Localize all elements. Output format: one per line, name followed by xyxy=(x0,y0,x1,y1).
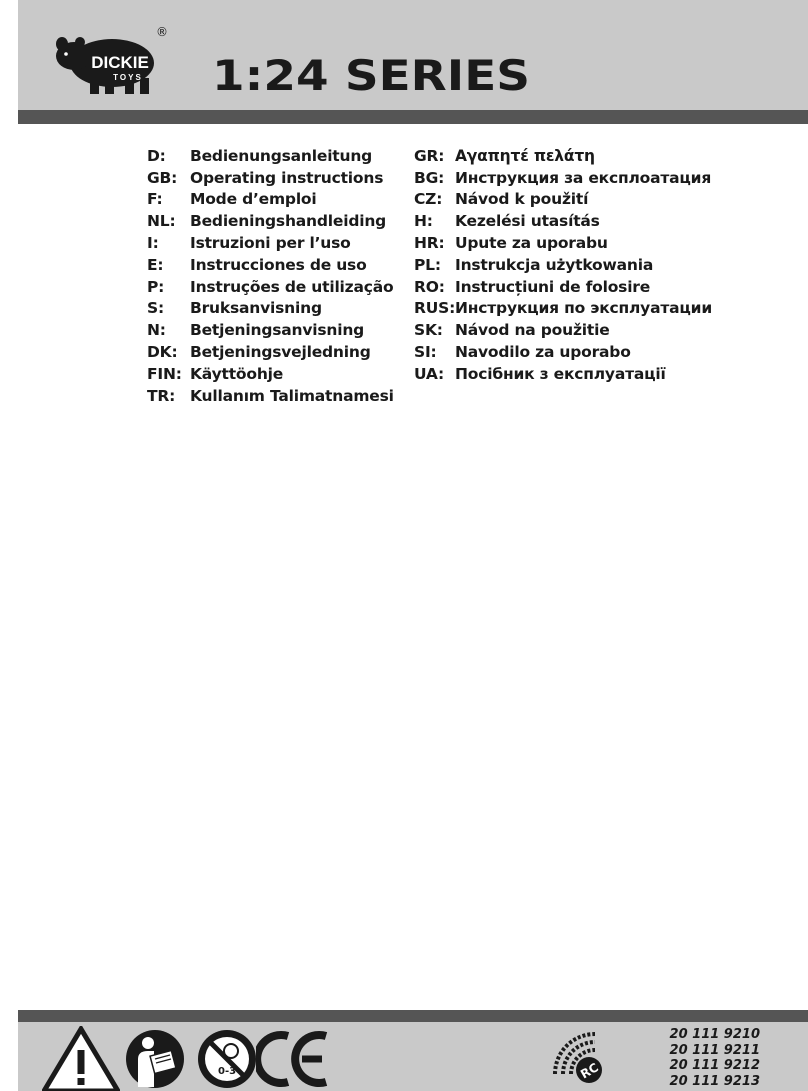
rc-icon xyxy=(545,1024,607,1086)
language-row xyxy=(414,167,712,189)
language-code: RUS: xyxy=(414,299,456,318)
series-title xyxy=(212,52,542,97)
logo-brand-sub: TOYS xyxy=(113,73,143,82)
age-warning-icon xyxy=(196,1027,258,1091)
language-code: DK: xyxy=(147,343,178,362)
language-label: Bedienungsanleitung xyxy=(190,146,373,165)
language-row xyxy=(147,232,394,254)
item-number: 20 111 9213 xyxy=(669,1073,760,1089)
language-code: I: xyxy=(147,234,159,253)
language-code: UA: xyxy=(414,364,444,383)
language-row xyxy=(147,298,394,320)
language-code: BG: xyxy=(414,168,445,187)
language-row xyxy=(414,298,712,320)
language-code: P: xyxy=(147,277,165,296)
item-number: 20 111 9210 xyxy=(669,1027,760,1042)
item-numbers xyxy=(640,1027,760,1089)
language-row xyxy=(414,363,712,385)
language-code: GB: xyxy=(147,168,178,187)
language-label: Navodilo za uporabo xyxy=(455,343,631,362)
language-label: Mode d’emploi xyxy=(190,190,317,209)
language-label: Bedieningshandleiding xyxy=(190,212,387,231)
language-row xyxy=(414,232,712,254)
language-label: Upute za uporabu xyxy=(455,234,608,253)
language-label: Návod na použitie xyxy=(455,321,610,340)
language-code: S: xyxy=(147,299,164,318)
language-list-right xyxy=(414,145,712,385)
language-row xyxy=(147,341,394,363)
logo-brand-name: DICKIE xyxy=(91,53,149,72)
language-label: Instrukcja użytkowania xyxy=(455,255,654,274)
dickie-toys-logo xyxy=(50,18,170,98)
language-list-left xyxy=(147,145,394,407)
language-label: Инструкция за експлоатация xyxy=(455,168,712,187)
item-number: 20 111 9211 xyxy=(669,1042,760,1058)
rc-label: RC xyxy=(578,1060,601,1082)
language-label: Kullanım Talimatnamesi xyxy=(190,386,394,405)
language-label: Instruções de utilização xyxy=(190,277,394,296)
language-code: TR: xyxy=(147,386,176,405)
language-row xyxy=(414,276,712,298)
read-instructions-icon xyxy=(124,1027,186,1091)
language-label: Instrucțiuni de folosire xyxy=(455,277,651,296)
language-row xyxy=(147,363,394,385)
language-row xyxy=(147,276,394,298)
series-title-text: 1:24 SERIES xyxy=(212,52,530,97)
language-label: Käyttöohje xyxy=(190,364,284,383)
language-row xyxy=(414,210,712,232)
language-row xyxy=(414,189,712,211)
ce-mark-icon xyxy=(256,1030,330,1088)
language-row xyxy=(414,341,712,363)
language-label: Instrucciones de uso xyxy=(190,255,367,274)
language-row xyxy=(414,254,712,276)
language-label: Betjeningsanvisning xyxy=(190,321,365,340)
language-label: Návod k použití xyxy=(455,190,589,209)
language-code: RO: xyxy=(414,277,445,296)
language-code: D: xyxy=(147,146,166,165)
age-label: 0-3 xyxy=(218,1066,237,1077)
language-code: GR: xyxy=(414,146,445,165)
language-label: Istruzioni per l’uso xyxy=(190,234,351,253)
language-row xyxy=(147,385,394,407)
language-code: SI: xyxy=(414,343,437,362)
footer-rule xyxy=(18,1010,808,1022)
item-number: 20 111 9212 xyxy=(669,1058,760,1073)
language-code: N: xyxy=(147,321,166,340)
language-row xyxy=(147,254,394,276)
warning-icon xyxy=(42,1026,120,1091)
language-code: CZ: xyxy=(414,190,443,209)
language-label: Αγαπητέ πελάτη xyxy=(455,146,595,165)
language-code: SK: xyxy=(414,321,443,340)
language-row xyxy=(147,319,394,341)
language-label: Инструкция по эксплуатации xyxy=(455,299,712,318)
language-code: HR: xyxy=(414,234,445,253)
language-code: NL: xyxy=(147,212,176,231)
language-row xyxy=(414,145,712,167)
registered-mark: ® xyxy=(156,25,168,39)
language-row xyxy=(147,189,394,211)
language-row xyxy=(147,210,394,232)
language-row xyxy=(414,319,712,341)
language-label: Betjeningsvejledning xyxy=(190,343,371,362)
language-row xyxy=(147,167,394,189)
language-code: F: xyxy=(147,190,163,209)
language-code: H: xyxy=(414,212,433,231)
language-code: FIN: xyxy=(147,364,182,383)
language-label: Bruksanvisning xyxy=(190,299,322,318)
header-rule xyxy=(18,110,808,124)
language-label: Operating instructions xyxy=(190,168,384,187)
language-code: E: xyxy=(147,255,164,274)
language-label: Kezelési utasítás xyxy=(455,212,600,231)
language-label: Посібник з експлуатації xyxy=(455,364,666,383)
language-code: PL: xyxy=(414,255,441,274)
language-row xyxy=(147,145,394,167)
